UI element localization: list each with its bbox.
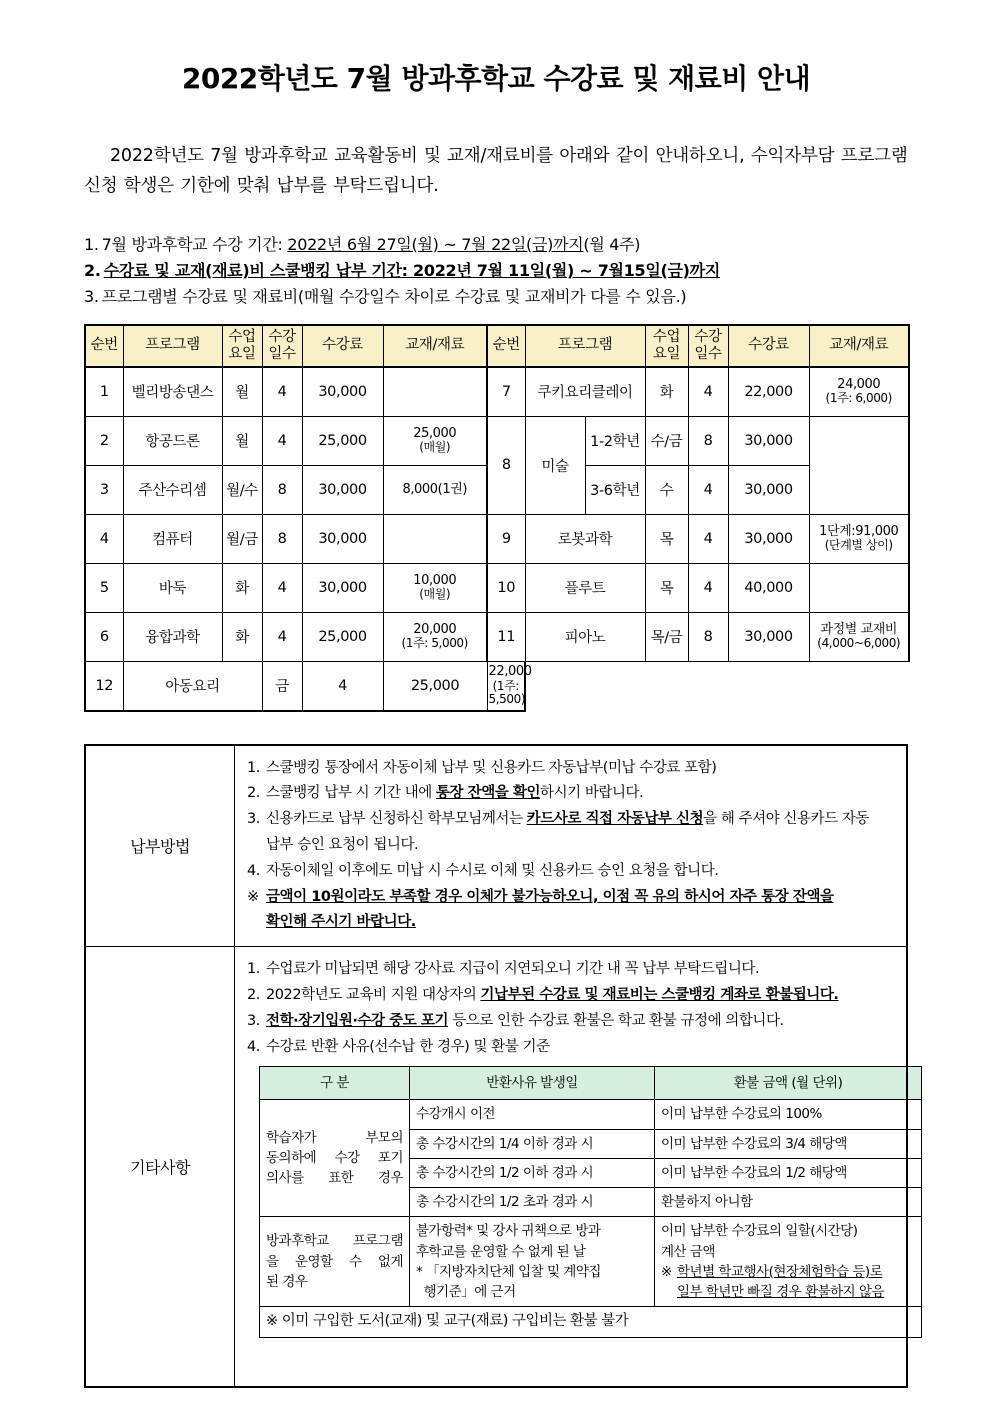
cell-fee: 25,000 — [302, 612, 383, 661]
refund-category-2 — [260, 1217, 410, 1307]
cell-material-sub: (4,000~6,000) — [817, 636, 901, 651]
note-item-3 — [84, 284, 908, 310]
col-day-right-l1: 수업 — [652, 329, 681, 346]
item-text: 수업료가 미납되면 해당 강사료 지급이 지연되오니 기간 내 꼭 납부 부탁드립니다. — [266, 961, 760, 978]
refund-reason-line-2: 후학교를 운영할 수 없게 된 날 — [416, 1243, 586, 1260]
info-table — [84, 744, 908, 1389]
refund-amount: 환불하지 아니함 — [655, 1188, 922, 1217]
item-text: 스쿨뱅킹 통장에서 자동이체 납부 및 신용카드 자동납부(미납 수강료 포함) — [266, 759, 717, 776]
cell-fee: 40,000 — [728, 563, 809, 612]
cell-count: 8 — [262, 514, 302, 563]
list-item — [247, 859, 898, 885]
col-count-left-l2: 일수 — [268, 345, 296, 362]
cell-material-sub: (단계별 상이) — [824, 538, 893, 553]
item-text — [266, 983, 898, 1009]
other-matters-body — [235, 947, 908, 1387]
cell-program: 융합과학 — [123, 612, 222, 661]
refund-col-category: 구 분 — [260, 1067, 410, 1100]
col-day-left-l1: 수업 — [228, 329, 256, 346]
col-material-right: 교재/재료 — [809, 325, 909, 367]
cell-material — [809, 416, 909, 514]
col-no-right: 순번 — [487, 325, 525, 367]
note-2-text: 수강료 및 교재(재료)비 스쿨뱅킹 납부 기간: 2022년 7월 11일(월) ~ 7월15일(금)까지 — [103, 260, 720, 280]
refund-amount-note — [661, 1262, 915, 1303]
refund-category-2-line-2: 을 운영할 수 없게 — [266, 1253, 403, 1270]
refund-reason: 총 수강시간의 1/4 이하 경과 시 — [410, 1129, 655, 1158]
refund-category-1-line-1: 학습자가 부모의 — [266, 1129, 403, 1146]
cell-material-main: 20,000 — [413, 621, 457, 637]
cell-program: 로봇과학 — [525, 514, 645, 563]
cell-fee: 22,000 — [728, 367, 809, 417]
item-text-pre: 신용카드로 납부 신청하신 학부모님께서는 — [266, 811, 527, 828]
refund-amount-note-text — [677, 1262, 915, 1303]
col-no-left: 순번 — [85, 325, 123, 367]
cell-fee: 25,000 — [383, 661, 487, 711]
item-text — [266, 885, 898, 937]
cell-fee: 30,000 — [302, 563, 383, 612]
item-index: 1. — [247, 961, 260, 978]
refund-table-header — [260, 1067, 922, 1100]
cell-material-main: 10,000 — [413, 572, 457, 588]
cell-no: 6 — [85, 612, 123, 661]
cell-material — [383, 563, 487, 612]
refund-reason-line-4: 행기준」에 근거 — [416, 1284, 516, 1301]
fee-table-body — [85, 367, 909, 711]
cell-day: 월 — [222, 416, 262, 465]
col-count-right-l1: 수강 — [694, 329, 722, 346]
cell-no: 1 — [85, 367, 123, 417]
fee-table — [84, 324, 910, 712]
item-index: 1. — [247, 759, 260, 776]
cell-day: 수 — [645, 465, 688, 514]
cell-material — [487, 661, 532, 711]
fee-table-header — [85, 325, 909, 367]
cell-material — [809, 367, 909, 417]
list-item — [247, 756, 898, 782]
refund-note-line-2: 일부 학년만 빠질 경우 환불하지 않음 — [677, 1284, 885, 1301]
asterisk-icon: ※ — [247, 888, 259, 905]
cell-program: 주산수리셈 — [123, 465, 222, 514]
cell-no: 8 — [487, 416, 525, 514]
cell-day: 화 — [222, 612, 262, 661]
refund-category-2-line-1: 방과후학교 프로그램 — [266, 1233, 403, 1250]
col-day-left-l2: 요일 — [228, 345, 256, 362]
cell-count: 8 — [688, 612, 728, 661]
refund-amount-line-2: 계산 금액 — [661, 1243, 715, 1260]
cell-material-main: 8,000(1권) — [402, 481, 468, 497]
cell-material-main: 25,000 — [413, 425, 457, 441]
cell-day: 수/금 — [645, 416, 688, 465]
refund-col-amount: 환불 금액 (월 단위) — [655, 1067, 922, 1100]
refund-amount: 이미 납부한 수강료의 100% — [655, 1100, 922, 1129]
cell-no: 10 — [487, 563, 525, 612]
col-program-left: 프로그램 — [123, 325, 222, 367]
refund-footer-note: ※ 이미 구입한 도서(교재) 및 교구(재료) 구입비는 환불 불가 — [260, 1307, 922, 1338]
table-row — [85, 416, 909, 465]
cell-count: 8 — [688, 416, 728, 465]
item-text-cont: 납부 승인 요청이 됩니다. — [266, 836, 419, 853]
payment-method-row — [85, 745, 907, 947]
refund-category-2-line-3: 된 경우 — [266, 1273, 308, 1290]
cell-day: 목/금 — [645, 612, 688, 661]
cell-material-main: 1단계:91,000 — [819, 523, 899, 539]
cell-count: 4 — [262, 612, 302, 661]
note-3-number: 3. — [84, 286, 99, 306]
cell-fee: 30,000 — [302, 465, 383, 514]
cell-program: 아동요리 — [123, 661, 262, 711]
cell-material — [809, 612, 909, 661]
cell-day: 목 — [645, 563, 688, 612]
col-count-left — [262, 325, 302, 367]
item-text — [266, 1009, 898, 1035]
note-1-prefix: 7월 방과후학교 수강 기간: — [101, 234, 288, 254]
refund-amount: 이미 납부한 수강료의 3/4 해당액 — [655, 1129, 922, 1158]
note-3-text: 프로그램별 수강료 및 재료비(매월 수강일수 차이로 수강료 및 교재비가 다를 수 있음.) — [101, 286, 687, 306]
cell-count: 4 — [688, 367, 728, 417]
refund-amount-line-1: 이미 납부한 수강료의 일할(시간당) — [661, 1223, 858, 1240]
item-index: 2. — [247, 986, 260, 1003]
cell-count: 8 — [262, 465, 302, 514]
item-index: 4. — [247, 862, 260, 879]
cell-material-sub: (매월) — [419, 587, 451, 602]
item-index: 4. — [247, 1038, 260, 1055]
intro-paragraph: 2022학년도 7월 방과후학교 교육활동비 및 교재/재료비를 아래와 같이 안내하오니, 수익자부담 프로그램 신청 학생은 기한에 맞춰 납부를 부탁드립니다. — [84, 145, 908, 197]
cell-program: 쿠키요리클레이 — [525, 367, 645, 417]
refund-category-1 — [260, 1100, 410, 1217]
notes-list — [84, 202, 908, 310]
list-item — [247, 1035, 898, 1061]
warning-line-1: 금액이 10원이라도 부족할 경우 이체가 불가능하오니, 이점 꼭 유의 하시어 자주 통장 잔액을 — [266, 888, 834, 905]
cell-material-sub: (매월) — [419, 440, 451, 455]
refund-reason: 총 수강시간의 1/2 이하 경과 시 — [410, 1158, 655, 1187]
item-text-post: 하시기 바랍니다. — [540, 785, 644, 802]
cell-no: 3 — [85, 465, 123, 514]
note-item-1 — [84, 232, 908, 258]
col-count-right — [688, 325, 728, 367]
cell-day: 화 — [222, 563, 262, 612]
cell-fee: 30,000 — [728, 612, 809, 661]
list-item — [247, 957, 898, 983]
cell-material-sub: (1주: 6,000) — [825, 391, 892, 406]
cell-no: 5 — [85, 563, 123, 612]
cell-count: 4 — [302, 661, 383, 711]
item-index: 3. — [247, 811, 260, 828]
cell-material-main: 과정별 교재비 — [820, 621, 898, 637]
cell-day: 월/금 — [222, 514, 262, 563]
cell-no: 7 — [487, 367, 525, 417]
refund-reason: 총 수강시간의 1/2 초과 경과 시 — [410, 1188, 655, 1217]
cell-material — [383, 465, 487, 514]
asterisk-icon: ※ — [661, 1263, 672, 1280]
item-index: 2. — [247, 785, 260, 802]
cell-program-sub: 3-6학년 — [585, 465, 645, 514]
cell-count: 4 — [688, 465, 728, 514]
other-matters-row — [85, 947, 907, 1387]
refund-col-reason: 반환사유 발생일 — [410, 1067, 655, 1100]
refund-reason: 수강개시 이전 — [410, 1100, 655, 1129]
table-row — [260, 1100, 922, 1129]
other-matters-label: 기타사항 — [85, 947, 235, 1387]
payment-method-body — [235, 745, 908, 947]
cell-material — [809, 563, 909, 612]
item-text-pre: 2022학년도 교육비 지원 대상자의 — [266, 986, 481, 1003]
cell-no: 12 — [85, 661, 123, 711]
cell-no: 4 — [85, 514, 123, 563]
note-item-2 — [84, 258, 908, 284]
col-count-left-l1: 수강 — [268, 329, 296, 346]
refund-reason — [410, 1217, 655, 1307]
note-1-suffix: (월 4주) — [583, 234, 641, 254]
cell-material-sub: (1주: 5,000) — [401, 636, 468, 651]
note-1-number: 1. — [84, 234, 99, 254]
refund-footer-row — [260, 1307, 922, 1338]
refund-table-container — [247, 1060, 898, 1340]
list-item — [247, 781, 898, 807]
list-item — [247, 1009, 898, 1035]
payment-method-label: 납부방법 — [85, 745, 235, 947]
fee-table-container — [84, 310, 908, 712]
page-title: 2022학년도 7월 방과후학교 수강료 및 재료비 안내 — [181, 62, 811, 95]
cell-material — [383, 612, 487, 661]
cell-program: 플루트 — [525, 563, 645, 612]
col-day-right-l2: 요일 — [652, 345, 681, 362]
item-text: 자동이체일 이후에도 미납 시 수시로 이체 및 신용카드 승인 요청을 합니다. — [266, 862, 719, 879]
cell-program: 컴퓨터 — [123, 514, 222, 563]
note-1-underlined: 2022년 6월 27일(월) ~ 7월 22일(금)까지 — [287, 234, 584, 254]
cell-fee: 30,000 — [728, 465, 809, 514]
refund-category-1-line-2: 동의하에 수강 포기 — [266, 1150, 403, 1167]
item-index: 3. — [247, 1012, 260, 1029]
col-day-left — [222, 325, 262, 367]
refund-reason-line-1: 불가항력* 및 강사 귀책으로 방과 — [416, 1223, 601, 1240]
cell-count: 4 — [688, 563, 728, 612]
col-fee-left: 수강료 — [302, 325, 383, 367]
item-text-emphasis: 전학·장기입원·수강 중도 포기 — [266, 1012, 448, 1029]
cell-fee: 30,000 — [302, 367, 383, 417]
list-item — [247, 983, 898, 1009]
table-row — [85, 514, 909, 563]
refund-category-1-line-3: 의사를 표한 경우 — [266, 1170, 403, 1187]
cell-material-sub: (1주: 5,500) — [488, 678, 526, 707]
item-text: 수강료 반환 사유(선수납 한 경우) 및 환불 기준 — [266, 1038, 550, 1055]
list-item — [247, 807, 898, 859]
cell-program: 미술 — [525, 416, 585, 514]
note-2-number: 2. — [84, 260, 101, 280]
col-day-right — [645, 325, 688, 367]
table-row — [85, 612, 909, 661]
cell-day: 월/수 — [222, 465, 262, 514]
cell-count: 4 — [262, 416, 302, 465]
cell-program: 바둑 — [123, 563, 222, 612]
bottom-spacer — [247, 1340, 898, 1376]
item-text-post: 등으로 인한 수강료 환불은 학교 환불 규정에 의합니다. — [448, 1012, 784, 1029]
cell-material-main: 24,000 — [837, 376, 881, 392]
refund-amount: 이미 납부한 수강료의 1/2 해당액 — [655, 1158, 922, 1187]
refund-table-body — [260, 1100, 922, 1338]
cell-fee: 30,000 — [728, 416, 809, 465]
cell-material — [383, 367, 487, 417]
info-table-container — [84, 712, 908, 1389]
cell-no: 11 — [487, 612, 525, 661]
col-program-right: 프로그램 — [525, 325, 645, 367]
table-row — [85, 367, 909, 417]
item-text — [266, 781, 898, 807]
item-text-emphasis: 기납부된 수강료 및 재료비는 스쿨뱅킹 계좌로 환불됩니다. — [480, 986, 839, 1003]
cell-day: 금 — [262, 661, 302, 711]
cell-program: 피아노 — [525, 612, 645, 661]
warning-line-2: 확인해 주시기 바랍니다. — [266, 914, 416, 931]
item-text-emphasis: 통장 잔액을 확인 — [435, 785, 541, 802]
refund-reason-line-3: * 「지방자치단체 입찰 및 계약집 — [416, 1263, 601, 1280]
table-row — [85, 661, 909, 711]
cell-fee: 25,000 — [302, 416, 383, 465]
item-text-post: 을 해 주셔야 신용카드 자동 — [703, 811, 869, 828]
col-count-right-l2: 일수 — [694, 345, 722, 362]
refund-note-line-1: 학년별 학교행사(현장체험학습 등)로 — [677, 1263, 883, 1280]
item-text-emphasis: 카드사로 직접 자동납부 신청 — [526, 811, 704, 828]
table-row — [260, 1217, 922, 1307]
cell-program: 항공드론 — [123, 416, 222, 465]
cell-count: 4 — [262, 367, 302, 417]
cell-day: 화 — [645, 367, 688, 417]
cell-no: 2 — [85, 416, 123, 465]
cell-no: 9 — [487, 514, 525, 563]
col-fee-right: 수강료 — [728, 325, 809, 367]
item-text-pre: 스쿨뱅킹 납부 시 기간 내에 — [266, 785, 436, 802]
cell-day: 월 — [222, 367, 262, 417]
refund-table — [259, 1066, 922, 1338]
cell-material — [383, 514, 487, 563]
refund-amount — [655, 1217, 922, 1307]
cell-material — [383, 416, 487, 465]
cell-program: 벨리방송댄스 — [123, 367, 222, 417]
list-item-warning — [247, 885, 898, 937]
cell-count: 4 — [262, 563, 302, 612]
cell-fee: 30,000 — [302, 514, 383, 563]
cell-program-sub: 1-2학년 — [585, 416, 645, 465]
cell-day: 목 — [645, 514, 688, 563]
col-material-left: 교재/재료 — [383, 325, 487, 367]
cell-material — [809, 514, 909, 563]
cell-spacer — [525, 661, 909, 711]
cell-count: 4 — [688, 514, 728, 563]
item-text — [266, 807, 898, 859]
cell-fee: 30,000 — [728, 514, 809, 563]
cell-material-main: 22,000 — [488, 663, 532, 679]
table-row — [85, 563, 909, 612]
